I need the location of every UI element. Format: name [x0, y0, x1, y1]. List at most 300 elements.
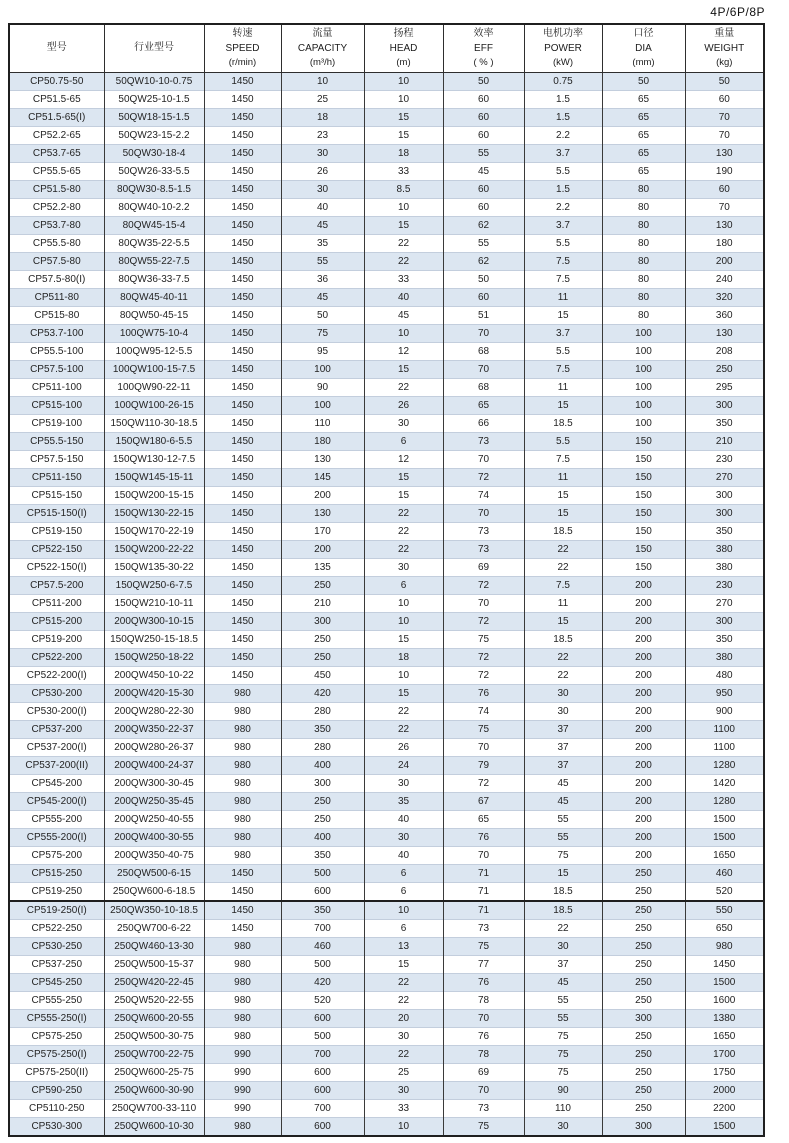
eff-cell: 70: [443, 505, 524, 523]
weight-cell: 1500: [685, 811, 764, 829]
table-row: [9, 217, 764, 235]
dia-cell: 150: [602, 505, 685, 523]
head-cell: 20: [364, 1010, 443, 1028]
dia-cell: 250: [602, 956, 685, 974]
head-cell: 30: [364, 415, 443, 433]
head-cell: 6: [364, 920, 443, 938]
table-body: [9, 73, 764, 1137]
model-cell: CP515-150(I): [9, 505, 104, 523]
weight-cell: 1280: [685, 757, 764, 775]
eff-cell: 70: [443, 595, 524, 613]
dia-cell: 80: [602, 235, 685, 253]
eff-cell: 78: [443, 992, 524, 1010]
power-cell: 18.5: [524, 631, 602, 649]
eff-cell: 70: [443, 361, 524, 379]
table-row: [9, 505, 764, 523]
power-cell: 7.5: [524, 451, 602, 469]
speed-cell: 1450: [204, 343, 281, 361]
power-cell: 15: [524, 865, 602, 883]
eff-cell: 72: [443, 775, 524, 793]
table-row: [9, 1010, 764, 1028]
column-header-en: HEAD: [389, 42, 418, 54]
speed-cell: 980: [204, 1028, 281, 1046]
capacity-cell: 400: [281, 829, 364, 847]
dia-cell: 200: [602, 829, 685, 847]
table-row: [9, 577, 764, 595]
dia-cell: 150: [602, 433, 685, 451]
table-row: [9, 938, 764, 956]
table-row: [9, 559, 764, 577]
power-cell: 55: [524, 811, 602, 829]
power-cell: 7.5: [524, 577, 602, 595]
table-row: [9, 956, 764, 974]
industry-model-cell: 50QW25-10-1.5: [104, 91, 204, 109]
capacity-cell: 700: [281, 1046, 364, 1064]
power-cell: 18.5: [524, 901, 602, 920]
industry-model-cell: 100QW90-22-11: [104, 379, 204, 397]
industry-model-cell: 100QW100-26-15: [104, 397, 204, 415]
head-cell: 13: [364, 938, 443, 956]
column-header-industry-model: [104, 24, 204, 73]
power-cell: 11: [524, 379, 602, 397]
power-cell: 55: [524, 829, 602, 847]
speed-cell: 1450: [204, 559, 281, 577]
model-cell: CP555-250: [9, 992, 104, 1010]
weight-cell: 350: [685, 415, 764, 433]
speed-cell: 980: [204, 847, 281, 865]
model-cell: CP57.5-80(I): [9, 271, 104, 289]
capacity-cell: 600: [281, 1010, 364, 1028]
table-row: [9, 992, 764, 1010]
model-cell: CP511-100: [9, 379, 104, 397]
capacity-cell: 110: [281, 415, 364, 433]
head-cell: 22: [364, 992, 443, 1010]
eff-cell: 79: [443, 757, 524, 775]
power-cell: 22: [524, 920, 602, 938]
table-row: [9, 487, 764, 505]
eff-cell: 75: [443, 631, 524, 649]
head-cell: 15: [364, 361, 443, 379]
power-cell: 90: [524, 1082, 602, 1100]
capacity-cell: 100: [281, 397, 364, 415]
column-header-zh: 行业型号: [134, 42, 174, 54]
capacity-cell: 145: [281, 469, 364, 487]
power-cell: 11: [524, 469, 602, 487]
table-row: [9, 793, 764, 811]
industry-model-cell: 150QW110-30-18.5: [104, 415, 204, 433]
speed-cell: 1450: [204, 505, 281, 523]
head-cell: 30: [364, 775, 443, 793]
head-cell: 33: [364, 271, 443, 289]
table-row: [9, 163, 764, 181]
industry-model-cell: 200QW400-30-55: [104, 829, 204, 847]
speed-cell: 1450: [204, 541, 281, 559]
column-header-unit: (kW): [552, 57, 574, 69]
model-cell: CP555-200(I): [9, 829, 104, 847]
speed-cell: 1450: [204, 307, 281, 325]
power-cell: 0.75: [524, 73, 602, 91]
table-row: [9, 865, 764, 883]
column-header-head: [364, 24, 443, 73]
head-cell: 15: [364, 956, 443, 974]
model-cell: CP519-100: [9, 415, 104, 433]
head-cell: 40: [364, 847, 443, 865]
header-row: [9, 24, 764, 73]
weight-cell: 230: [685, 451, 764, 469]
speed-cell: 1450: [204, 397, 281, 415]
dia-cell: 80: [602, 181, 685, 199]
column-header-power: [524, 24, 602, 73]
dia-cell: 65: [602, 163, 685, 181]
table-row: [9, 73, 764, 91]
speed-cell: 1450: [204, 145, 281, 163]
capacity-cell: 700: [281, 1100, 364, 1118]
speed-cell: 1450: [204, 865, 281, 883]
capacity-cell: 200: [281, 541, 364, 559]
capacity-cell: 26: [281, 163, 364, 181]
dia-cell: 150: [602, 523, 685, 541]
capacity-cell: 45: [281, 217, 364, 235]
power-cell: 37: [524, 757, 602, 775]
weight-cell: 1700: [685, 1046, 764, 1064]
table-row: [9, 415, 764, 433]
industry-model-cell: 80QW30-8.5-1.5: [104, 181, 204, 199]
column-header-en: SPEED: [225, 42, 260, 54]
dia-cell: 200: [602, 631, 685, 649]
industry-model-cell: 50QW10-10-0.75: [104, 73, 204, 91]
eff-cell: 60: [443, 181, 524, 199]
industry-model-cell: 80QW35-22-5.5: [104, 235, 204, 253]
head-cell: 6: [364, 433, 443, 451]
speed-cell: 1450: [204, 451, 281, 469]
weight-cell: 460: [685, 865, 764, 883]
model-cell: CP522-150: [9, 541, 104, 559]
industry-model-cell: 80QW55-22-7.5: [104, 253, 204, 271]
model-cell: CP53.7-65: [9, 145, 104, 163]
industry-model-cell: 200QW250-40-55: [104, 811, 204, 829]
table-row: [9, 361, 764, 379]
eff-cell: 76: [443, 685, 524, 703]
model-cell: CP519-250: [9, 883, 104, 902]
head-cell: 15: [364, 487, 443, 505]
model-cell: CP57.5-150: [9, 451, 104, 469]
dia-cell: 80: [602, 289, 685, 307]
industry-model-cell: 100QW95-12-5.5: [104, 343, 204, 361]
speed-cell: 1450: [204, 235, 281, 253]
speed-cell: 1450: [204, 415, 281, 433]
capacity-cell: 350: [281, 721, 364, 739]
industry-model-cell: 250QW500-6-15: [104, 865, 204, 883]
head-cell: 15: [364, 127, 443, 145]
head-cell: 12: [364, 343, 443, 361]
table-row: [9, 91, 764, 109]
capacity-cell: 30: [281, 181, 364, 199]
head-cell: 22: [364, 235, 443, 253]
eff-cell: 73: [443, 433, 524, 451]
speed-cell: 980: [204, 829, 281, 847]
industry-model-cell: 200QW400-24-37: [104, 757, 204, 775]
speed-cell: 980: [204, 721, 281, 739]
model-cell: CP575-250(I): [9, 1046, 104, 1064]
model-cell: CP522-150(I): [9, 559, 104, 577]
table-row: [9, 325, 764, 343]
eff-cell: 50: [443, 271, 524, 289]
head-cell: 22: [364, 379, 443, 397]
dia-cell: 100: [602, 343, 685, 361]
model-cell: CP530-200(I): [9, 703, 104, 721]
weight-cell: 480: [685, 667, 764, 685]
dia-cell: 250: [602, 938, 685, 956]
weight-cell: 300: [685, 505, 764, 523]
power-cell: 1.5: [524, 181, 602, 199]
power-cell: 75: [524, 1046, 602, 1064]
weight-cell: 130: [685, 325, 764, 343]
dia-cell: 200: [602, 703, 685, 721]
table-row: [9, 523, 764, 541]
power-cell: 18.5: [524, 883, 602, 902]
column-header-dia: [602, 24, 685, 73]
weight-cell: 1500: [685, 974, 764, 992]
head-cell: 24: [364, 757, 443, 775]
industry-model-cell: 50QW23-15-2.2: [104, 127, 204, 145]
head-cell: 10: [364, 1118, 443, 1137]
industry-model-cell: 150QW250-15-18.5: [104, 631, 204, 649]
industry-model-cell: 250QW700-33-110: [104, 1100, 204, 1118]
model-cell: CP555-200: [9, 811, 104, 829]
dia-cell: 80: [602, 217, 685, 235]
dia-cell: 200: [602, 847, 685, 865]
head-cell: 22: [364, 523, 443, 541]
speed-cell: 1450: [204, 109, 281, 127]
power-cell: 30: [524, 1118, 602, 1137]
speed-cell: 990: [204, 1082, 281, 1100]
head-cell: 6: [364, 577, 443, 595]
model-cell: CP515-250: [9, 865, 104, 883]
weight-cell: 270: [685, 469, 764, 487]
head-cell: 45: [364, 307, 443, 325]
eff-cell: 72: [443, 577, 524, 595]
speed-cell: 1450: [204, 253, 281, 271]
eff-cell: 62: [443, 253, 524, 271]
head-cell: 10: [364, 901, 443, 920]
weight-cell: 200: [685, 253, 764, 271]
speed-cell: 980: [204, 938, 281, 956]
dia-cell: 250: [602, 974, 685, 992]
dia-cell: 250: [602, 901, 685, 920]
eff-cell: 69: [443, 559, 524, 577]
speed-cell: 1450: [204, 487, 281, 505]
table-row: [9, 235, 764, 253]
eff-cell: 60: [443, 127, 524, 145]
capacity-cell: 45: [281, 289, 364, 307]
industry-model-cell: 250QW600-20-55: [104, 1010, 204, 1028]
industry-model-cell: 150QW170-22-19: [104, 523, 204, 541]
weight-cell: 2000: [685, 1082, 764, 1100]
model-cell: CP537-200: [9, 721, 104, 739]
eff-cell: 75: [443, 721, 524, 739]
capacity-cell: 250: [281, 811, 364, 829]
power-cell: 11: [524, 289, 602, 307]
table-row: [9, 379, 764, 397]
head-cell: 18: [364, 649, 443, 667]
dia-cell: 200: [602, 721, 685, 739]
capacity-cell: 600: [281, 1082, 364, 1100]
head-cell: 18: [364, 145, 443, 163]
capacity-cell: 35: [281, 235, 364, 253]
industry-model-cell: 200QW280-22-30: [104, 703, 204, 721]
model-cell: CP530-250: [9, 938, 104, 956]
model-cell: CP5110-250: [9, 1100, 104, 1118]
model-cell: CP522-200(I): [9, 667, 104, 685]
weight-cell: 270: [685, 595, 764, 613]
capacity-cell: 55: [281, 253, 364, 271]
weight-cell: 1650: [685, 1028, 764, 1046]
industry-model-cell: 200QW420-15-30: [104, 685, 204, 703]
industry-model-cell: 150QW250-6-7.5: [104, 577, 204, 595]
power-cell: 2.2: [524, 199, 602, 217]
eff-cell: 55: [443, 145, 524, 163]
dia-cell: 65: [602, 109, 685, 127]
capacity-cell: 135: [281, 559, 364, 577]
head-cell: 10: [364, 199, 443, 217]
head-cell: 10: [364, 325, 443, 343]
model-cell: CP515-80: [9, 307, 104, 325]
model-cell: CP519-200: [9, 631, 104, 649]
power-cell: 5.5: [524, 433, 602, 451]
capacity-cell: 450: [281, 667, 364, 685]
capacity-cell: 600: [281, 883, 364, 902]
capacity-cell: 250: [281, 631, 364, 649]
industry-model-cell: 250QW700-6-22: [104, 920, 204, 938]
table-row: [9, 920, 764, 938]
table-row: [9, 451, 764, 469]
head-cell: 6: [364, 865, 443, 883]
dia-cell: 250: [602, 1082, 685, 1100]
model-cell: CP53.7-100: [9, 325, 104, 343]
eff-cell: 73: [443, 523, 524, 541]
weight-cell: 1500: [685, 829, 764, 847]
dia-cell: 200: [602, 613, 685, 631]
speed-cell: 1450: [204, 91, 281, 109]
speed-cell: 980: [204, 757, 281, 775]
power-cell: 110: [524, 1100, 602, 1118]
speed-cell: 1450: [204, 649, 281, 667]
eff-cell: 73: [443, 541, 524, 559]
table-row: [9, 829, 764, 847]
speed-cell: 980: [204, 775, 281, 793]
power-cell: 1.5: [524, 109, 602, 127]
power-cell: 75: [524, 847, 602, 865]
capacity-cell: 300: [281, 775, 364, 793]
capacity-cell: 30: [281, 145, 364, 163]
capacity-cell: 500: [281, 865, 364, 883]
column-header-unit: (m³/h): [309, 57, 336, 69]
industry-model-cell: 150QW130-22-15: [104, 505, 204, 523]
capacity-cell: 50: [281, 307, 364, 325]
head-cell: 15: [364, 109, 443, 127]
industry-model-cell: 250QW600-30-90: [104, 1082, 204, 1100]
dia-cell: 250: [602, 865, 685, 883]
table-row: [9, 667, 764, 685]
model-cell: CP52.2-80: [9, 199, 104, 217]
column-header-unit: (kg): [716, 57, 733, 69]
speed-cell: 1450: [204, 271, 281, 289]
column-header-unit: (r/min): [228, 57, 257, 69]
head-cell: 26: [364, 397, 443, 415]
eff-cell: 65: [443, 397, 524, 415]
eff-cell: 73: [443, 1100, 524, 1118]
capacity-cell: 40: [281, 199, 364, 217]
industry-model-cell: 150QW135-30-22: [104, 559, 204, 577]
table-row: [9, 343, 764, 361]
weight-cell: 1380: [685, 1010, 764, 1028]
head-cell: 26: [364, 739, 443, 757]
eff-cell: 51: [443, 307, 524, 325]
industry-model-cell: 80QW36-33-7.5: [104, 271, 204, 289]
power-cell: 5.5: [524, 163, 602, 181]
model-cell: CP537-200(II): [9, 757, 104, 775]
model-cell: CP57.5-200: [9, 577, 104, 595]
weight-cell: 230: [685, 577, 764, 595]
table-row: [9, 397, 764, 415]
weight-cell: 380: [685, 559, 764, 577]
weight-cell: 1500: [685, 1118, 764, 1137]
eff-cell: 76: [443, 1028, 524, 1046]
dia-cell: 100: [602, 325, 685, 343]
weight-cell: 650: [685, 920, 764, 938]
weight-cell: 300: [685, 487, 764, 505]
speed-cell: 1450: [204, 379, 281, 397]
model-cell: CP511-200: [9, 595, 104, 613]
speed-cell: 1450: [204, 73, 281, 91]
dia-cell: 200: [602, 667, 685, 685]
weight-cell: 130: [685, 217, 764, 235]
weight-cell: 300: [685, 397, 764, 415]
eff-cell: 66: [443, 415, 524, 433]
model-cell: CP55.5-150: [9, 433, 104, 451]
industry-model-cell: 150QW250-18-22: [104, 649, 204, 667]
column-header-zh: 型号: [46, 42, 67, 54]
weight-cell: 520: [685, 883, 764, 902]
dia-cell: 250: [602, 920, 685, 938]
capacity-cell: 500: [281, 956, 364, 974]
weight-cell: 380: [685, 541, 764, 559]
weight-cell: 70: [685, 109, 764, 127]
power-cell: 37: [524, 721, 602, 739]
model-cell: CP519-250(I): [9, 901, 104, 920]
model-cell: CP590-250: [9, 1082, 104, 1100]
table-row: [9, 811, 764, 829]
power-cell: 22: [524, 541, 602, 559]
industry-model-cell: 250QW700-22-75: [104, 1046, 204, 1064]
capacity-cell: 420: [281, 685, 364, 703]
industry-model-cell: 250QW420-22-45: [104, 974, 204, 992]
capacity-cell: 200: [281, 487, 364, 505]
capacity-cell: 280: [281, 739, 364, 757]
eff-cell: 74: [443, 703, 524, 721]
dia-cell: 50: [602, 73, 685, 91]
capacity-cell: 420: [281, 974, 364, 992]
column-header-zh: 转速: [232, 28, 253, 40]
head-cell: 10: [364, 613, 443, 631]
table-row: [9, 145, 764, 163]
capacity-cell: 95: [281, 343, 364, 361]
column-header-en: EFF: [474, 42, 493, 54]
industry-model-cell: 50QW26-33-5.5: [104, 163, 204, 181]
model-cell: CP511-150: [9, 469, 104, 487]
eff-cell: 70: [443, 325, 524, 343]
industry-model-cell: 100QW100-15-7.5: [104, 361, 204, 379]
